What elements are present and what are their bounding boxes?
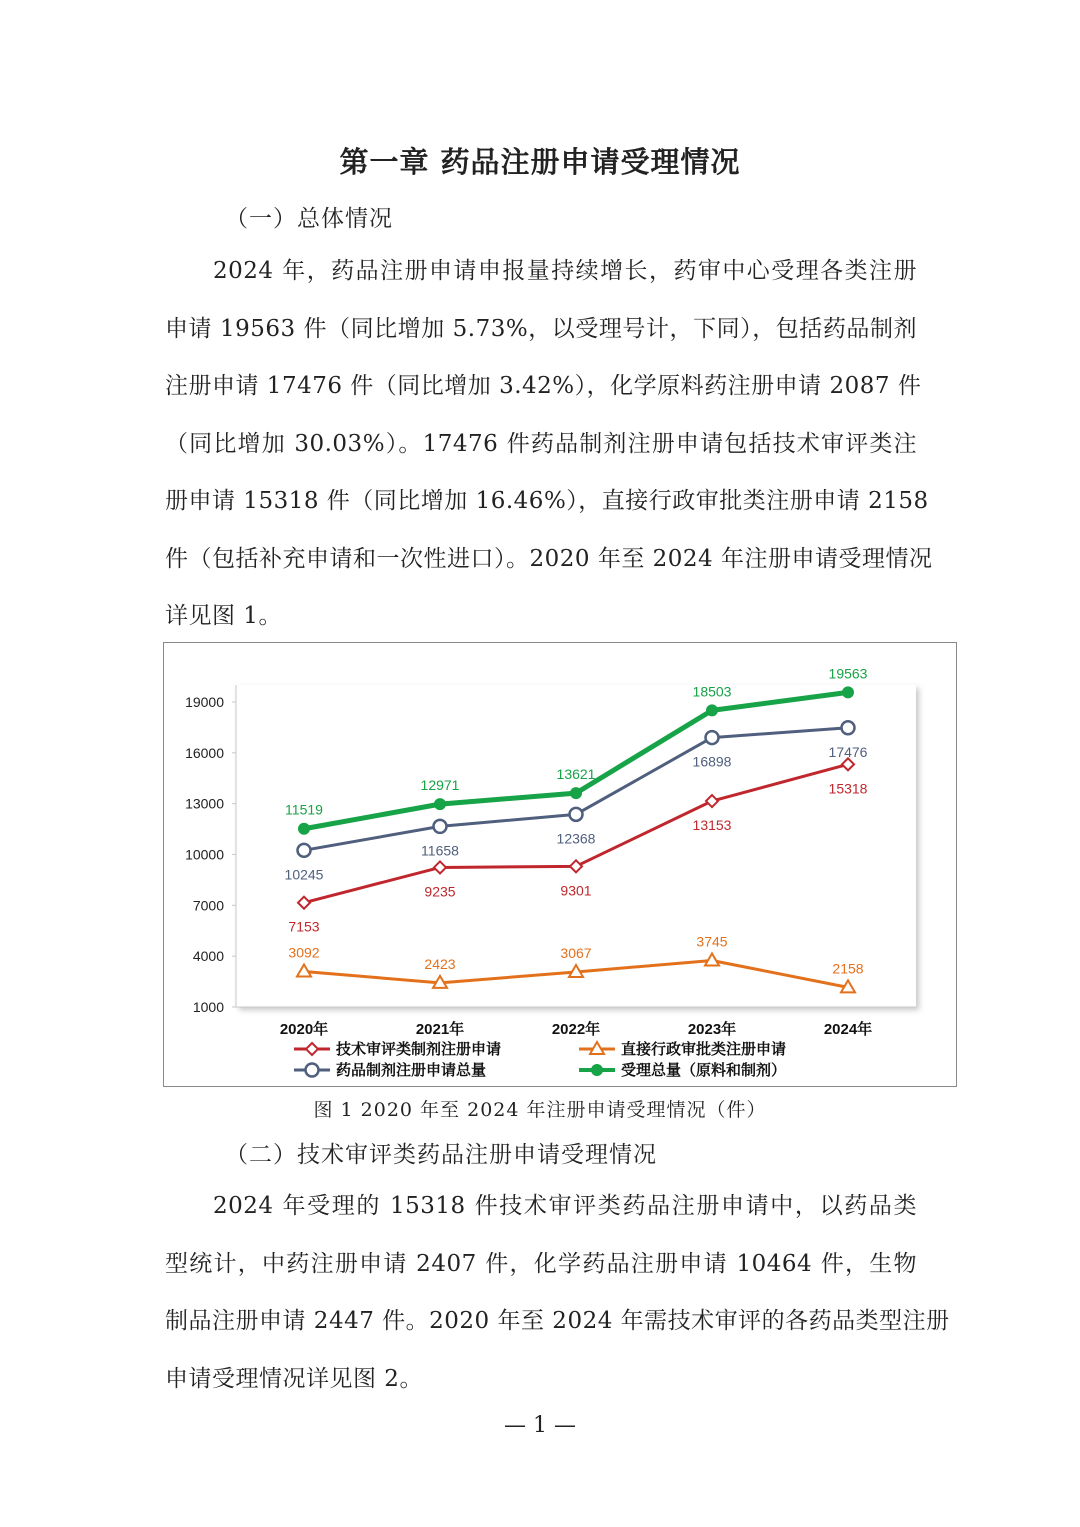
data-label: 17476 <box>828 743 868 760</box>
x-tick-label: 2022年 <box>551 1021 601 1038</box>
x-tick-label: 2024年 <box>823 1021 873 1038</box>
data-label: 3745 <box>696 933 728 950</box>
data-label: 7153 <box>288 918 320 935</box>
y-tick-label: 1000 <box>192 999 224 1015</box>
section-heading-technical: （二）技术审评类药品注册申请受理情况 <box>225 1142 657 1168</box>
legend-label: 药品制剂注册申请总量 <box>336 1062 487 1079</box>
paragraph-line: 申请 19563 件（同比增加 5.73%，以受理号计，下同），包括药品制剂 <box>165 315 917 342</box>
data-label: 11658 <box>421 842 459 859</box>
data-label: 2423 <box>424 955 456 972</box>
data-label: 18503 <box>692 683 732 700</box>
line-chart <box>164 643 956 1086</box>
data-label: 16898 <box>692 753 732 770</box>
figure-caption: 图 1 2020 年至 2024 年注册申请受理情况（件） <box>313 1099 767 1121</box>
data-point-marker <box>571 788 582 799</box>
paragraph-line: 型统计，中药注册申请 2407 件，化学药品注册申请 10464 件，生物 <box>165 1250 917 1277</box>
paragraph-line: 注册申请 17476 件（同比增加 3.42%），化学原料药注册申请 2087 件 <box>165 373 922 399</box>
paragraph-line: 2024 年受理的 15318 件技术审评类药品注册申请中，以药品类 <box>213 1193 917 1219</box>
y-tick-label: 4000 <box>192 948 224 965</box>
data-point-marker <box>592 1065 603 1076</box>
data-point-marker <box>706 731 719 744</box>
data-label: 3092 <box>288 944 320 961</box>
y-tick-label: 19000 <box>185 693 224 710</box>
data-label: 10245 <box>284 866 324 883</box>
paragraph-overall <box>165 243 933 646</box>
y-tick-label: 10000 <box>185 846 224 863</box>
figure-1-chart <box>163 642 957 1087</box>
data-label: 2158 <box>832 960 864 977</box>
x-tick-label: 2020年 <box>279 1021 329 1038</box>
data-label: 3067 <box>560 944 592 961</box>
page-number: — 1 — <box>504 1413 576 1438</box>
y-tick-label: 13000 <box>185 795 224 812</box>
paragraph-line: 件（包括补充申请和一次性进口）。2020 年至 2024 年注册申请受理情况 <box>165 545 933 572</box>
paragraph-line: 册申请 15318 件（同比增加 16.46%），直接行政审批类注册申请 2158 <box>165 488 929 514</box>
paragraph-line: 申请受理情况详见图 2。 <box>165 1365 423 1392</box>
data-label: 11519 <box>285 801 323 818</box>
x-tick-label: 2023年 <box>687 1021 737 1038</box>
data-point-marker <box>707 705 718 716</box>
y-tick-label: 16000 <box>185 744 224 761</box>
chapter-title: 第一章 药品注册申请受理情况 <box>339 145 741 179</box>
data-point-marker <box>435 799 446 810</box>
section-heading-overall: （一）总体情况 <box>225 206 393 232</box>
legend-label: 技术审评类制剂注册申请 <box>336 1041 502 1058</box>
data-label: 12368 <box>556 830 596 847</box>
data-label: 15318 <box>828 780 868 797</box>
data-label: 13153 <box>692 817 732 834</box>
data-point-marker <box>434 820 447 833</box>
paragraph-line: 2024 年，药品注册申请申报量持续增长，药审中心受理各类注册 <box>213 258 917 284</box>
data-label: 19563 <box>828 665 868 682</box>
paragraph-line: （同比增加 30.03%）。17476 件药品制剂注册申请包括技术审评类注 <box>165 430 917 457</box>
legend-label: 受理总量（原料和制剂） <box>621 1062 787 1079</box>
data-point-marker <box>843 687 854 698</box>
data-point-marker <box>570 808 583 821</box>
data-label: 12971 <box>420 777 460 794</box>
legend-label: 直接行政审批类注册申请 <box>621 1041 787 1058</box>
data-point-marker <box>299 823 310 834</box>
data-label: 9235 <box>424 883 456 900</box>
data-point-marker <box>842 721 855 734</box>
y-tick-label: 7000 <box>192 897 224 914</box>
data-point-marker <box>306 1043 318 1055</box>
paragraph-line: 详见图 1。 <box>165 603 282 629</box>
x-tick-label: 2021年 <box>415 1021 465 1038</box>
data-label: 9301 <box>560 882 592 899</box>
data-label: 13621 <box>556 766 596 783</box>
paragraph-line: 制品注册申请 2447 件。2020 年至 2024 年需技术审评的各药品类型注册 <box>165 1308 950 1334</box>
data-point-marker <box>298 844 311 857</box>
paragraph-technical <box>165 1178 950 1408</box>
data-point-marker <box>306 1064 319 1077</box>
